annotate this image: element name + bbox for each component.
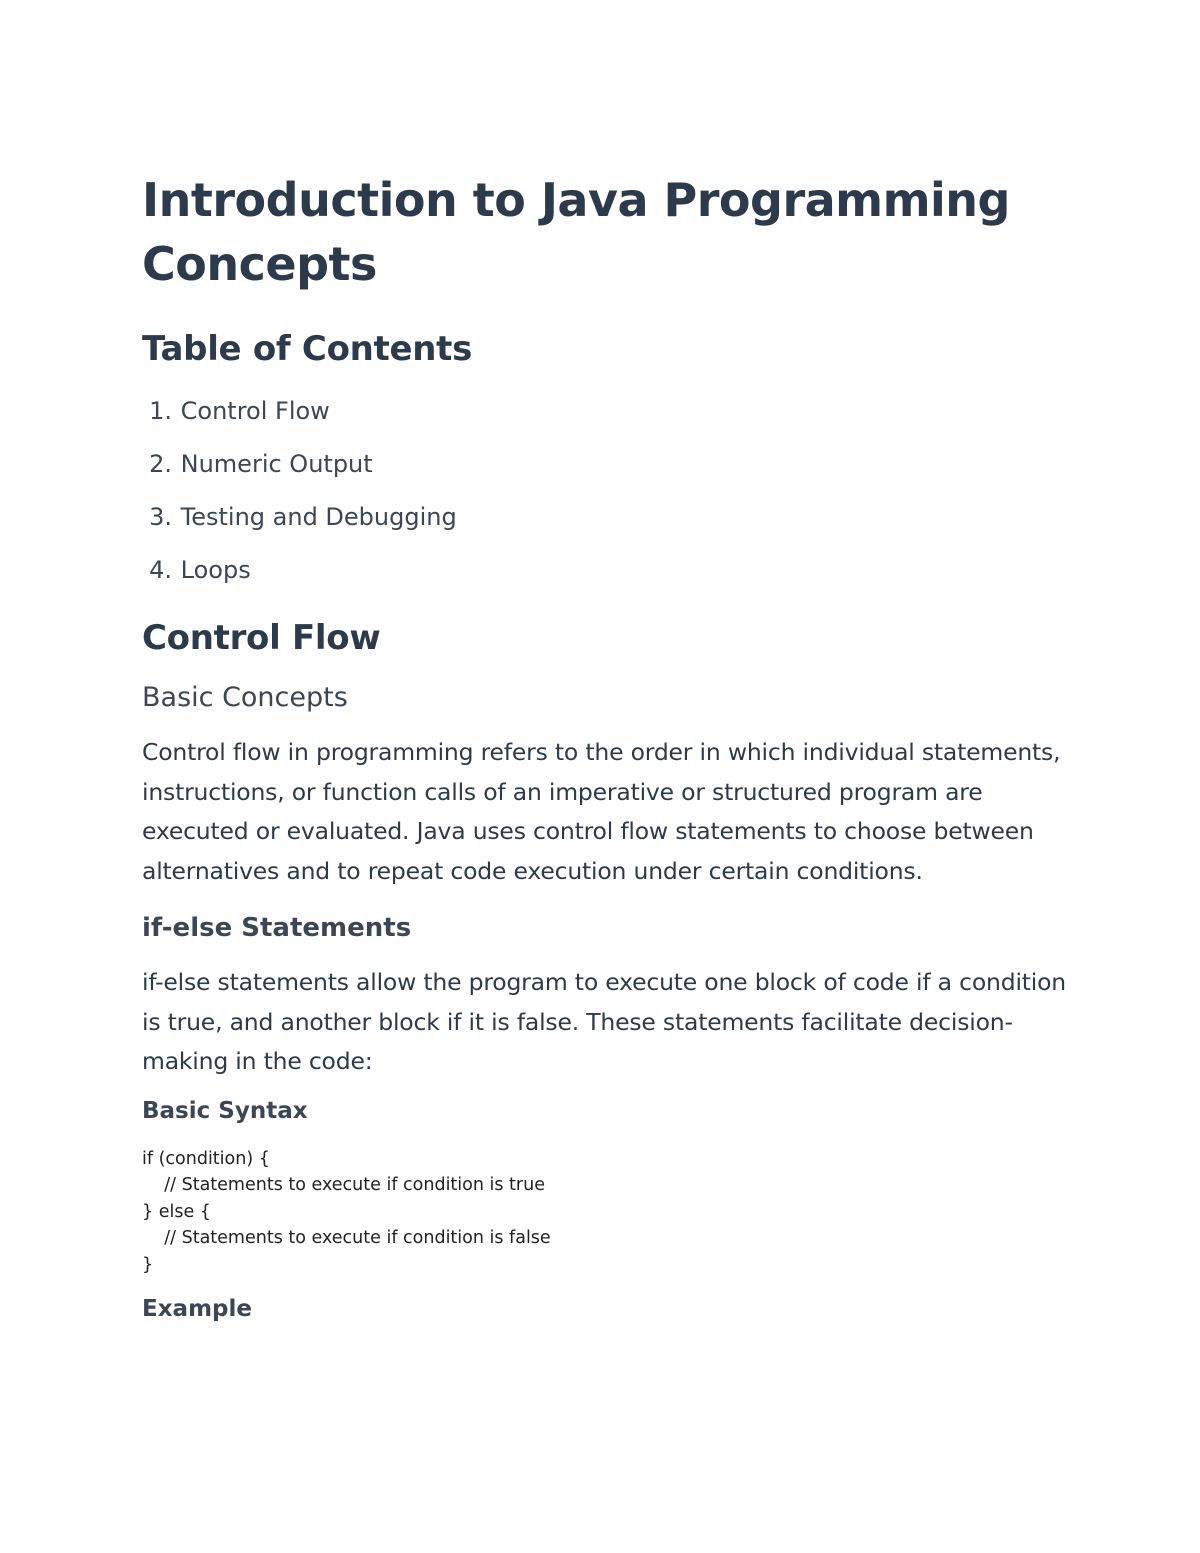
toc-item-number: 4. [149, 556, 172, 584]
toc-item-label: Testing and Debugging [180, 503, 457, 531]
toc-item-label: Control Flow [180, 397, 330, 425]
paragraph-if-else: if-else statements allow the program to execute one block of code if a condition is true, and another block if it is false. These statements facilitate decision-making in the code: [142, 968, 1066, 1075]
toc-heading: Table of Contents [142, 329, 473, 369]
toc-item-number: 1. [149, 397, 172, 425]
section-heading-control-flow: Control Flow [142, 618, 381, 658]
toc-item-control-flow[interactable] [142, 394, 1072, 428]
document-content [142, 168, 1072, 1326]
toc-item-number: 3. [149, 503, 172, 531]
toc-item-label: Numeric Output [180, 450, 373, 478]
heading-example: Example [142, 1296, 252, 1322]
heading-basic-syntax: Basic Syntax [142, 1097, 308, 1124]
toc-item-numeric-output[interactable] [142, 447, 1072, 481]
code-block-if-else-syntax: if (condition) { // Statements to execute if condition is true } else { // Statements to execute if condition is false } [142, 1148, 551, 1275]
table-of-contents [142, 394, 1072, 587]
subsection-heading-if-else: if-else Statements [142, 913, 412, 943]
toc-item-label: Loops [180, 556, 251, 584]
paragraph-basic-concepts: Control flow in programming refers to the order in which individual statements, instructions, or function calls of an imperative or structured program are executed or evaluated. Java uses control flow statements to choose between alternatives and to repeat code execution under certain conditions. [142, 738, 1061, 885]
toc-item-number: 2. [149, 450, 172, 478]
toc-item-testing-and-debugging[interactable] [142, 500, 1072, 534]
document-title: Introduction to Java Programming Concepts [142, 173, 1010, 291]
subsection-heading-basic-concepts: Basic Concepts [142, 682, 348, 713]
toc-item-loops[interactable] [142, 553, 1072, 587]
